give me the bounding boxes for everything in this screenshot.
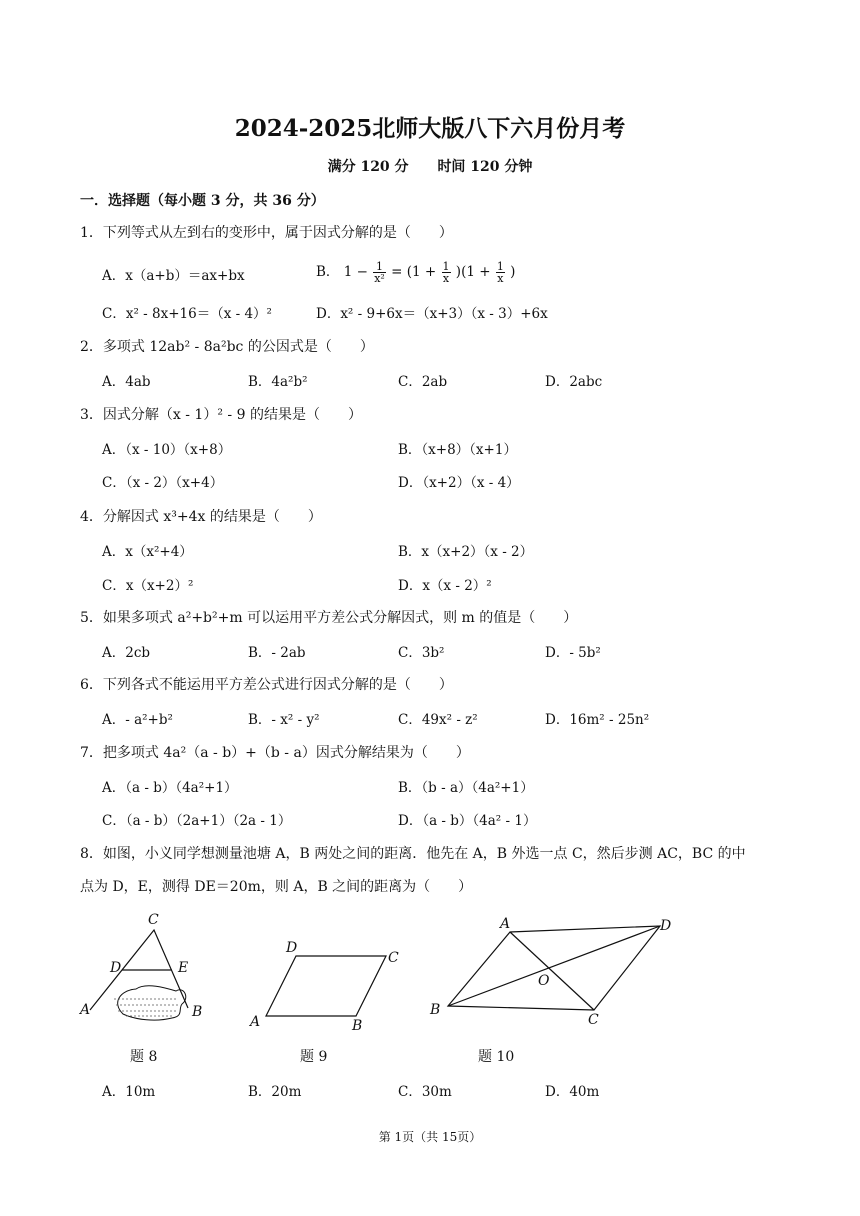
fig10-label-d: D xyxy=(660,918,672,934)
q1-option-b xyxy=(316,260,515,284)
q1-option-b-label: B． xyxy=(316,264,340,280)
page-footer: 第 1页（共 15页） xyxy=(378,1130,482,1144)
q3-option-c: C．（x - 2）（x+4） xyxy=(102,475,224,491)
q5-option-a: A．2cb xyxy=(102,645,151,661)
q8-option-b: B．20m xyxy=(248,1084,302,1100)
q1-stem: 1．下列等式从左到右的变形中，属于因式分解的是（ ） xyxy=(80,225,453,241)
q1-b-frac1: $\frac{1}{\text{x²}}$ xyxy=(374,260,385,285)
time-limit: 时间 120 分钟 xyxy=(437,159,533,175)
fig9-label-a: A xyxy=(250,1014,261,1030)
fig10-label-b: B xyxy=(430,1002,441,1018)
q7-option-d: D．（a - b）（4a² - 1） xyxy=(398,813,537,829)
diagonal-ac xyxy=(510,932,594,1010)
q6-option-b: B．- x² - y² xyxy=(248,712,320,728)
q4-option-b: B．x（x+2）（x - 2） xyxy=(398,544,534,560)
fig9-label-d: D xyxy=(286,940,298,956)
exam-info xyxy=(0,156,860,176)
figure-8 xyxy=(76,906,216,1036)
q6-option-a: A．- a²+b² xyxy=(102,712,173,728)
fig10-label-c: C xyxy=(588,1012,599,1028)
q5-option-c: C．3b² xyxy=(398,645,445,661)
q6-option-d: D．16m² - 25n² xyxy=(545,712,650,728)
fig8-label-d: D xyxy=(110,960,122,976)
full-score: 满分 120 分 xyxy=(327,159,409,175)
q2-option-c: C．2ab xyxy=(398,374,448,390)
fig10-caption: 题 10 xyxy=(478,1049,515,1065)
q5-option-d: D．- 5b² xyxy=(545,645,601,661)
q3-option-d: D．（x+2）（x - 4） xyxy=(398,475,520,491)
fig10-label-o: O xyxy=(538,973,550,989)
q6-option-c: C．49x² - z² xyxy=(398,712,478,728)
fig9-label-c: C xyxy=(388,950,399,966)
q1-b-one: 1 − xyxy=(343,264,368,280)
q8-option-c: C．30m xyxy=(398,1084,452,1100)
q8-option-a: A．10m xyxy=(102,1084,156,1100)
q5-option-b: B．- 2ab xyxy=(248,645,306,661)
q4-option-a: A．x（x²+4） xyxy=(102,544,193,560)
q8-stem-line2: 点为 D，E，测得 DE＝20m，则 A，B 之间的距离为（ ） xyxy=(80,879,473,895)
parallelogram-abcd xyxy=(266,956,386,1016)
q1-b-frac3: $\frac{1}{x}$ xyxy=(496,260,504,285)
q7-option-c: C．（a - b）（2a+1）（2a - 1） xyxy=(102,813,292,829)
page-title: 2024-2025北师大版八下六月份月考 xyxy=(234,115,626,142)
q6-stem: 6．下列各式不能运用平方差公式进行因式分解的是（ ） xyxy=(80,677,453,693)
q5-stem: 5．如果多项式 a²+b²+m 可以运用平方差公式分解因式，则 m 的值是（ ） xyxy=(80,610,578,626)
section-heading: 一．选择题（每小题 3 分，共 36 分） xyxy=(80,193,325,209)
q7-option-a: A．（a - b）（4a²+1） xyxy=(102,780,238,796)
q2-stem: 2．多项式 12ab² - 8a²bc 的公因式是（ ） xyxy=(80,339,374,355)
q3-stem: 3．因式分解（x - 1）² - 9 的结果是（ ） xyxy=(80,407,362,423)
q3-option-a: A．（x - 10）（x+8） xyxy=(102,442,232,458)
q4-option-d: D．x（x - 2）² xyxy=(398,578,492,594)
fig8-caption: 题 8 xyxy=(130,1049,158,1065)
q1-b-end: ) xyxy=(510,264,516,280)
q3-option-b: B．（x+8）（x+1） xyxy=(398,442,517,458)
pond-shape xyxy=(118,986,186,1020)
q1-b-mid: )(1 + xyxy=(455,264,491,280)
fig8-label-b: B xyxy=(192,1004,203,1020)
fig8-label-e: E xyxy=(178,960,189,976)
q2-option-b: B．4a²b² xyxy=(248,374,308,390)
fig9-caption: 题 9 xyxy=(300,1049,328,1065)
q1-option-d: D．x² - 9+6x＝（x+3）（x - 3）+6x xyxy=(316,306,548,322)
q8-option-d: D．40m xyxy=(545,1084,600,1100)
fig8-label-a: A xyxy=(80,1002,91,1018)
fig10-label-a: A xyxy=(500,916,511,932)
q7-option-b: B．（b - a）（4a²+1） xyxy=(398,780,534,796)
q1-option-a: A．x（a+b）＝ax+bx xyxy=(102,268,245,284)
q2-option-a: A．4ab xyxy=(102,374,151,390)
q2-option-d: D．2abc xyxy=(545,374,603,390)
q1-b-eq: = (1 + xyxy=(391,264,437,280)
figure-9 xyxy=(244,934,410,1034)
q4-stem: 4．分解因式 x³+4x 的结果是（ ） xyxy=(80,509,322,525)
q1-option-c: C．x² - 8x+16＝（x - 4）² xyxy=(102,306,272,322)
fig8-label-c: C xyxy=(148,912,159,928)
fig9-label-b: B xyxy=(352,1018,363,1034)
q1-b-frac2: $\frac{1}{x}$ xyxy=(442,260,450,285)
q7-stem: 7．把多项式 4a²（a - b）+（b - a）因式分解结果为（ ） xyxy=(80,745,470,761)
q4-option-c: C．x（x+2）² xyxy=(102,578,194,594)
q8-stem-line1: 8．如图，小义同学想测量池塘 A，B 两处之间的距离．他先在 A，B 外选一点 C，然后步测 AC，BC 的中 xyxy=(80,846,746,862)
figure-10 xyxy=(428,910,678,1036)
